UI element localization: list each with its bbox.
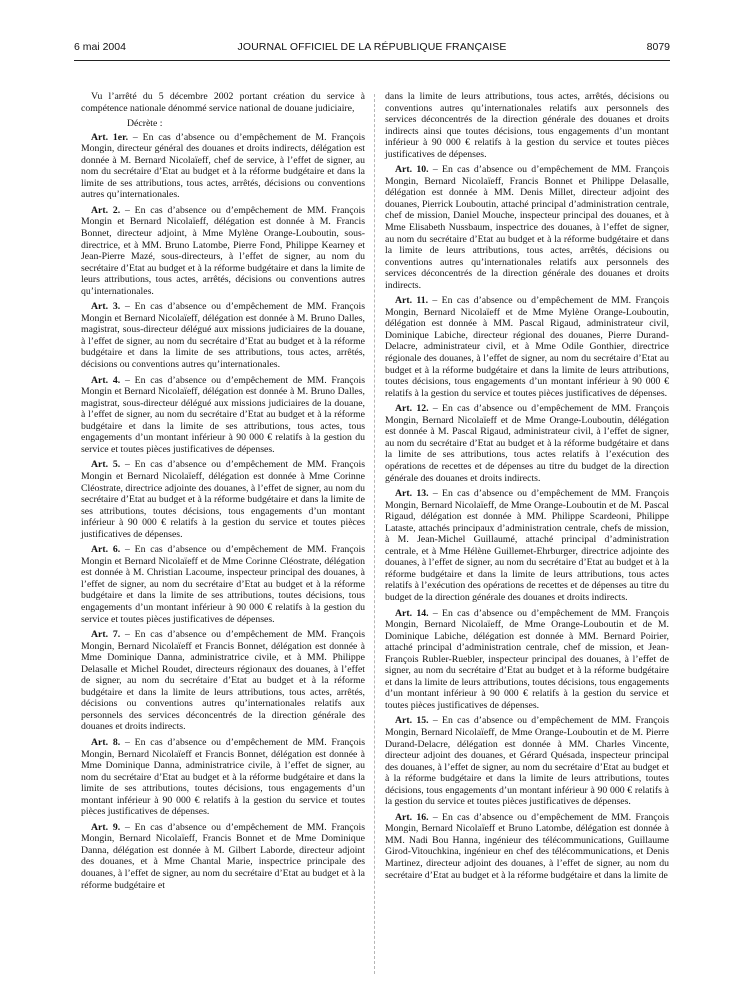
article-label: Art. 15. <box>395 715 429 727</box>
page-number: 8079 <box>646 41 670 53</box>
article-label: Art. 1er. <box>91 131 129 143</box>
article-text: En cas d’absence ou d’empêchement de MM. François Mongin, Bernard Nicolaïeff et de Mme Orange-Louboutin, délégation est donnée à M. Pascal Rigaud, administrateur civil, à l’effet de signer, au nom du secrétaire d’Etat au budget et à la réforme budgétaire et dans la limite de ses attributions, tous actes relatifs à l’exécution des opérations de recettes et de dépenses au titre du budget de la direction générale des douanes et droits indirects. <box>385 403 669 484</box>
article-1: Art. 1er. – En cas d’absence ou d’empêchement de M. François Mongin, directeur général des douanes et droits indirects, délégation est donnée à M. Bernard Nicolaïeff, chef de service, à l’effet de signer, au nom du secrétaire d’Etat au budget et à la réforme budgétaire et dans la limite de ses attributions, tous actes, arrêtés, décisions ou conventions autres qu’internationales. <box>81 131 365 201</box>
page-header <box>74 40 670 56</box>
article-text: En cas d’absence ou d’empêchement de MM. François Mongin, Bernard Nicolaïeff, de Mme Orange-Louboutin et de M. Pierre Durand-Delacre, délégation est donnée à MM. Charles Vincente, directeur adjoint des douanes, et Gérard Quésada, inspecteur principal des douanes, à l’effet de signer, au nom du secrétaire d’Etat au budget et à la réforme budgétaire et dans la limite de leurs attributions, toutes décisions, tous engagements d’un montant inférieur à 90 000 € relatifs à la gestion du service et toutes pièces justificatives de dépenses. <box>385 715 669 808</box>
article-2: Art. 2. – En cas d’absence ou d’empêchement de MM. François Mongin et Bernard Nicolaïeff, délégation est donnée à M. Francis Bonnet, directeur adjoint, à Mme Mylène Orange-Louboutin, sous-directrice, et à MM. Bruno Latombe, Pierre Fond, Philippe Kearney et Jean-Pierre Mazé, sous-directeurs, à l’effet de signer, au nom du secrétaire d’Etat au budget et à la réforme budgétaire et dans la limite de leurs attributions, tous actes, arrêtés, décisions ou conventions autres qu’internationales. <box>81 204 366 297</box>
article-text: En cas d’absence ou d’empêchement de M. François Mongin, directeur général des douanes et droits indirects, délégation est donnée à M. Bernard Nicolaïeff, chef de service, à l’effet de signer, au nom du secrétaire d’Etat au budget et à la réforme budgétaire et dans la limite de ses attributions, tous actes, arrêtés, décisions ou conventions autres qu’internationales. <box>81 131 365 201</box>
article-text: En cas d’absence ou d’empêchement de MM. François Mongin, Bernard Nicolaïeff, Francis Bonnet et de Mme Dominique Danna, délégation est donnée à M. Gilbert Laborde, directeur adjoint des douanes, et à Mme Chantal Marie, inspectrice principale des douanes, à l’effet de signer, au nom du secrétaire d’Etat au budget et à la réforme budgétaire et <box>81 821 366 891</box>
article-label: Art. 14. <box>395 607 429 619</box>
article-12: Art. 12. – En cas d’absence ou d’empêchement de MM. François Mongin, Bernard Nicolaïeff et de Mme Orange-Louboutin, délégation est donnée à M. Pascal Rigaud, administrateur civil, à l’effet de signer, au nom du secrétaire d’Etat au budget et à la réforme budgétaire et dans la limite de ses attributions, tous actes relatifs à l’exécution des opérations de recettes et de dépenses au titre du budget de la direction générale des douanes et droits indirects. <box>385 403 669 484</box>
article-4: Art. 4. – En cas d’absence ou d’empêchement de MM. François Mongin et Bernard Nicolaïeff, délégation est donnée à M. Bruno Dalles, magistrat, sous-directeur délégué aux missions judiciaires de la douane, à l’effet de signer, au nom du secrétaire d’Etat au budget et à la réforme budgétaire et dans la limite de ses attributions, tous actes, tous engagements d’un montant inférieur à 90 000 € relatifs à la gestion du service et toutes pièces justificatives de dépenses. <box>81 374 366 455</box>
article-text: En cas d’absence ou d’empêchement de MM. François Mongin, Bernard Nicolaïeff et Francis Bonnet, délégation est donnée à Mme Dominique Danna, administratrice civile, à l’effet de signer, au nom du secrétaire d’Etat au budget et à la réforme budgétaire et dans la limite de ses attributions, toutes décisions, tous engagements d’un montant inférieur à 90 000 € relatifs à la gestion du service et toutes pièces justificatives de dépenses. <box>81 736 366 818</box>
article-10: Art. 10. – En cas d’absence ou d’empêchement de MM. François Mongin, Bernard Nicolaïeff, Francis Bonnet et Philippe Delasalle, délégation est donnée à MM. Denis Millet, directeur adjoint des douanes, Pierrick Louboutin, attaché principal d’administration centrale, chef de mission, Daniel Mouche, inspecteur principal des douanes, et à Mme Elisabeth Nussbaum, inspectrice des douanes, à l’effet de signer, au nom du secrétaire d’Etat au budget et à la réforme budgétaire et dans la limite de leurs attributions, tous actes, arrêtés, décisions ou conventions autres qu’internationales relatifs aux personnels des services déconcentrés de la direction générale des douanes et droits indirects. <box>385 164 669 291</box>
article-14: Art. 14. – En cas d’absence ou d’empêchement de MM. François Mongin, Bernard Nicolaïeff, de Mme Orange-Louboutin et de M. Dominique Labiche, délégation est donnée à MM. Bernard Poirier, attaché principal d’administration centrale, chef de mission, et Jean-François Rubler-Ruebler, inspecteur principal des douanes, à l’effet de signer, au nom du secrétaire d’Etat au budget et à la réforme budgétaire et dans la limite de leurs attributions, toutes décisions, tous engagements d’un montant inférieur à 90 000 € relatifs à la gestion du service et toutes pièces justificatives de dépenses. <box>385 607 669 711</box>
article-text: En cas d’absence ou d’empêchement de MM. François Mongin et Bernard Nicolaïeff, délégation est donnée à M. Francis Bonnet, directeur adjoint, à Mme Mylène Orange-Louboutin, sous-directrice, et à MM. Bruno Latombe, Pierre Fond, Philippe Kearney et Jean-Pierre Mazé, sous-directeurs, à l’effet de signer, au nom du secrétaire d’Etat au budget et à la réforme budgétaire et dans la limite de leurs attributions, tous actes, arrêtés, décisions ou conventions autres qu’internationales. <box>81 204 366 297</box>
intro-paragraph: Vu l’arrêté du 5 décembre 2002 portant création du service à compétence nationale dénommé service national de douane judiciaire, <box>81 91 365 114</box>
decrete-line: Décrète : <box>127 118 163 130</box>
article-text: En cas d’absence ou d’empêchement de MM. François Mongin et Bernard Nicolaïeff, délégation est donnée à M. Bruno Dalles, magistrat, sous-directeur délégué aux missions judiciaires de la douane, à l’effet de signer, au nom du secrétaire d’Etat au budget et à la réforme budgétaire et dans la limite de ses attributions, tous actes, arrêtés, décisions ou conventions autres qu’internationales. <box>81 301 366 371</box>
article-label: Art. 7. <box>91 629 121 641</box>
article-label: Art. 16. <box>395 811 429 823</box>
article-9-continuation: dans la limite de leurs attributions, tous actes, arrêtés, décisions ou conventions autres qu’internationales relatifs aux personnels des services déconcentrés de la direction générale des douanes et droits indirects ainsi que toutes décisions, tous engagements d’un montant inférieur à 90 000 € relatifs à la gestion du service et toutes pièces justificatives de dépenses. <box>385 91 669 160</box>
left-column <box>81 91 365 895</box>
article-6: Art. 6. – En cas d’absence ou d’empêchement de MM. François Mongin et Bernard Nicolaïeff et de Mme Corinne Cléostrate, délégation est donnée à M. Christian Lacoume, inspecteur principal des douanes, à l’effet de signer, au nom du secrétaire d’Etat au budget et à la réforme budgétaire et dans la limite de ses attributions, toutes décisions, tous engagements d’un montant inférieur à 90 000 € relatifs à la gestion du service et toutes pièces justificatives de dépenses. <box>81 544 366 625</box>
article-text: En cas d’absence ou d’empêchement de MM. François Mongin et Bernard Nicolaïeff, délégation est donnée à Mme Corinne Cléostrate, directrice adjointe des douanes, à l’effet de signer, au nom du secrétaire d’Etat au budget et à la réforme budgétaire et dans la limite de ses attributions, toutes décisions, tous engagements d’un montant inférieur à 90 000 € relatifs à la gestion du service et toutes pièces justificatives de dépenses. <box>81 459 366 540</box>
article-text: En cas d’absence ou d’empêchement de MM. François Mongin, Bernard Nicolaïeff et de Mme Mylène Orange-Louboutin, délégation est donnée à MM. Pascal Rigaud, administrateur civil, Dominique Labiche, directeur régional des douanes, Pierre Durand-Delacre, administrateur civil, et à Mme Odile Gonthier, directrice régionale des douanes, à l’effet de signer, au nom du secrétaire d’Etat au budget et à la réforme budgétaire et dans la limite de leurs attributions, toutes décisions, tous engagements d’un montant inférieur à 90 000 € relatifs à la gestion du service et toutes pièces justificatives de dépenses. <box>385 295 669 399</box>
right-column <box>385 91 669 885</box>
header-date: 6 mai 2004 <box>74 41 126 53</box>
article-7: Art. 7. – En cas d’absence ou d’empêchement de MM. François Mongin, Bernard Nicolaïeff et Francis Bonnet, délégation est donnée à Mme Dominique Danna, administratrice civile, et à MM. Philippe Delasalle et Michel Roudet, directeurs régionaux des douanes, à l’effet de signer, au nom du secrétaire d’Etat au budget et à la réforme budgétaire et dans la limite de leurs attributions, tous actes, arrêtés, décisions ou conventions autres qu’internationales relatifs aux personnels des services déconcentrés de la direction générale des douanes et droits indirects. <box>81 629 366 733</box>
article-11: Art. 11. – En cas d’absence ou d’empêchement de MM. François Mongin, Bernard Nicolaïeff et de Mme Mylène Orange-Louboutin, délégation est donnée à MM. Pascal Rigaud, administrateur civil, Dominique Labiche, directeur régional des douanes, Pierre Durand-Delacre, administrateur civil, et à Mme Odile Gonthier, directrice régionale des douanes, à l’effet de signer, au nom du secrétaire d’Etat au budget et à la réforme budgétaire et dans la limite de leurs attributions, toutes décisions, tous engagements d’un montant inférieur à 90 000 € relatifs à la gestion du service et toutes pièces justificatives de dépenses. <box>385 295 669 399</box>
article-label: Art. 11. <box>395 295 429 307</box>
article-label: Art. 10. <box>395 164 429 176</box>
article-text: En cas d’absence ou d’empêchement de MM. François Mongin, Bernard Nicolaïeff et Francis Bonnet, délégation est donnée à Mme Dominique Danna, administratrice civile, et à MM. Philippe Delasalle et Michel Roudet, directeurs régionaux des douanes, à l’effet de signer, au nom du secrétaire d’Etat au budget et à la réforme budgétaire et dans la limite de leurs attributions, tous actes, arrêtés, décisions ou conventions autres qu’internationales relatifs aux personnels des services déconcentrés de la direction générale des douanes et droits indirects. <box>81 629 366 733</box>
article-label: Art. 12. <box>395 403 429 415</box>
article-label: Art. 3. <box>91 301 121 313</box>
article-label: Art. 8. <box>91 736 121 748</box>
article-label: Art. 13. <box>395 488 429 500</box>
article-label: Art. 5. <box>91 459 121 471</box>
column-divider <box>374 94 375 974</box>
article-text: En cas d’absence ou d’empêchement de MM. François Mongin, Bernard Nicolaïeff, de Mme Orange-Louboutin et de M. Dominique Labiche, délégation est donnée à MM. Bernard Poirier, attaché principal d’administration centrale, chef de mission, et Jean-François Rubler-Ruebler, inspecteur principal des douanes, à l’effet de signer, au nom du secrétaire d’Etat au budget et à la réforme budgétaire et dans la limite de leurs attributions, toutes décisions, tous engagements d’un montant inférieur à 90 000 € relatifs à la gestion du service et toutes pièces justificatives de dépenses. <box>385 607 669 711</box>
article-text: En cas d’absence ou d’empêchement de MM. François Mongin, Bernard Nicolaïeff, Francis Bonnet et Philippe Delasalle, délégation est donnée à MM. Denis Millet, directeur adjoint des douanes, Pierrick Louboutin, attaché principal d’administration centrale, chef de mission, Daniel Mouche, inspecteur principal des douanes, et à Mme Elisabeth Nussbaum, inspectrice des douanes, à l’effet de signer, au nom du secrétaire d’Etat au budget et à la réforme budgétaire et dans la limite de leurs attributions, tous actes, arrêtés, décisions ou conventions autres qu’internationales relatifs aux personnels des services déconcentrés de la direction générale des douanes et droits indirects. <box>385 164 669 291</box>
header-rule <box>74 60 670 61</box>
article-text: En cas d’absence ou d’empêchement de MM. François Mongin et Bernard Nicolaïeff, délégation est donnée à M. Bruno Dalles, magistrat, sous-directeur délégué aux missions judiciaires de la douane, à l’effet de signer, au nom du secrétaire d’Etat au budget et à la réforme budgétaire et dans la limite de ses attributions, tous actes, tous engagements d’un montant inférieur à 90 000 € relatifs à la gestion du service et toutes pièces justificatives de dépenses. <box>81 374 366 455</box>
journal-title: JOURNAL OFFICIEL DE LA RÉPUBLIQUE FRANÇAISE <box>237 41 507 53</box>
article-label: Art. 9. <box>91 821 121 833</box>
article-text: En cas d’absence ou d’empêchement de MM. François Mongin et Bernard Nicolaïeff et de Mme Corinne Cléostrate, délégation est donnée à M. Christian Lacoume, inspecteur principal des douanes, à l’effet de signer, au nom du secrétaire d’Etat au budget et à la réforme budgétaire et dans la limite de ses attributions, toutes décisions, tous engagements d’un montant inférieur à 90 000 € relatifs à la gestion du service et toutes pièces justificatives de dépenses. <box>81 544 366 625</box>
article-3: Art. 3. – En cas d’absence ou d’empêchement de MM. François Mongin et Bernard Nicolaïeff, délégation est donnée à M. Bruno Dalles, magistrat, sous-directeur délégué aux missions judiciaires de la douane, à l’effet de signer, au nom du secrétaire d’Etat au budget et à la réforme budgétaire et dans la limite de ses attributions, tous actes, arrêtés, décisions ou conventions autres qu’internationales. <box>81 301 366 371</box>
article-8: Art. 8. – En cas d’absence ou d’empêchement de MM. François Mongin, Bernard Nicolaïeff et Francis Bonnet, délégation est donnée à Mme Dominique Danna, administratrice civile, à l’effet de signer, au nom du secrétaire d’Etat au budget et à la réforme budgétaire et dans la limite de ses attributions, toutes décisions, tous engagements d’un montant inférieur à 90 000 € relatifs à la gestion du service et toutes pièces justificatives de dépenses. <box>81 736 366 818</box>
article-13: Art. 13. – En cas d’absence ou d’empêchement de MM. François Mongin, Bernard Nicolaïeff, de Mme Orange-Louboutin et de M. Pascal Rigaud, délégation est donnée à MM. Philippe Scardeoni, Philippe Lataste, attachés principaux d’administration centrale, chefs de mission, à M. Jean-Michel Guillaumé, attaché principal d’administration centrale, et à Mme Hélène Guillemet-Ehrburger, directrice adjointe des douanes, à l’effet de signer, au nom du secrétaire d’Etat au budget et à la réforme budgétaire et dans la limite de leurs attributions, tous actes relatifs à l’exécution des opérations de recettes et de dépenses au titre du budget de la direction générale des douanes et droits indirects. <box>385 488 669 603</box>
article-text: En cas d’absence ou d’empêchement de MM. François Mongin, Bernard Nicolaïeff, de Mme Orange-Louboutin et de M. Pascal Rigaud, délégation est donnée à MM. Philippe Scardeoni, Philippe Lataste, attachés principaux d’administration centrale, chefs de mission, à M. Jean-Michel Guillaumé, attaché principal d’administration centrale, et à Mme Hélène Guillemet-Ehrburger, directrice adjointe des douanes, à l’effet de signer, au nom du secrétaire d’Etat au budget et à la réforme budgétaire et dans la limite de leurs attributions, tous actes relatifs à l’exécution des opérations de recettes et de dépenses au titre du budget de la direction générale des douanes et droits indirects. <box>385 488 669 603</box>
article-16: Art. 16. – En cas d’absence ou d’empêchement de MM. François Mongin, Bernard Nicolaïeff et Bruno Latombe, délégation est donnée à MM. Nadi Bou Hanna, ingénieur des télécommunications, Guillaume Girod-Vitouchkina, ingénieur en chef des télécommunications, et Denis Martinez, directeur adjoint des douanes, à l’effet de signer, au nom du secrétaire d’Etat au budget et à la réforme budgétaire et dans la limite de <box>385 811 669 881</box>
article-label: Art. 4. <box>91 374 121 386</box>
article-label: Art. 6. <box>91 544 121 556</box>
article-5: Art. 5. – En cas d’absence ou d’empêchement de MM. François Mongin et Bernard Nicolaïeff, délégation est donnée à Mme Corinne Cléostrate, directrice adjointe des douanes, à l’effet de signer, au nom du secrétaire d’Etat au budget et à la réforme budgétaire et dans la limite de ses attributions, toutes décisions, tous engagements d’un montant inférieur à 90 000 € relatifs à la gestion du service et toutes pièces justificatives de dépenses. <box>81 459 366 540</box>
article-15: Art. 15. – En cas d’absence ou d’empêchement de MM. François Mongin, Bernard Nicolaïeff, de Mme Orange-Louboutin et de M. Pierre Durand-Delacre, délégation est donnée à MM. Charles Vincente, directeur adjoint des douanes, et Gérard Quésada, inspecteur principal des douanes, à l’effet de signer, au nom du secrétaire d’Etat au budget et à la réforme budgétaire et dans la limite de leurs attributions, toutes décisions, tous engagements d’un montant inférieur à 90 000 € relatifs à la gestion du service et toutes pièces justificatives de dépenses. <box>385 715 669 808</box>
article-text: En cas d’absence ou d’empêchement de MM. François Mongin, Bernard Nicolaïeff et Bruno Latombe, délégation est donnée à MM. Nadi Bou Hanna, ingénieur des télécommunications, Guillaume Girod-Vitouchkina, ingénieur en chef des télécommunications, et Denis Martinez, directeur adjoint des douanes, à l’effet de signer, au nom du secrétaire d’Etat au budget et à la réforme budgétaire et dans la limite de <box>385 811 669 881</box>
article-label: Art. 2. <box>91 204 121 216</box>
article-9: Art. 9. – En cas d’absence ou d’empêchement de MM. François Mongin, Bernard Nicolaïeff, Francis Bonnet et de Mme Dominique Danna, délégation est donnée à M. Gilbert Laborde, directeur adjoint des douanes, et à Mme Chantal Marie, inspectrice principale des douanes, à l’effet de signer, au nom du secrétaire d’Etat au budget et à la réforme budgétaire et <box>81 821 366 891</box>
